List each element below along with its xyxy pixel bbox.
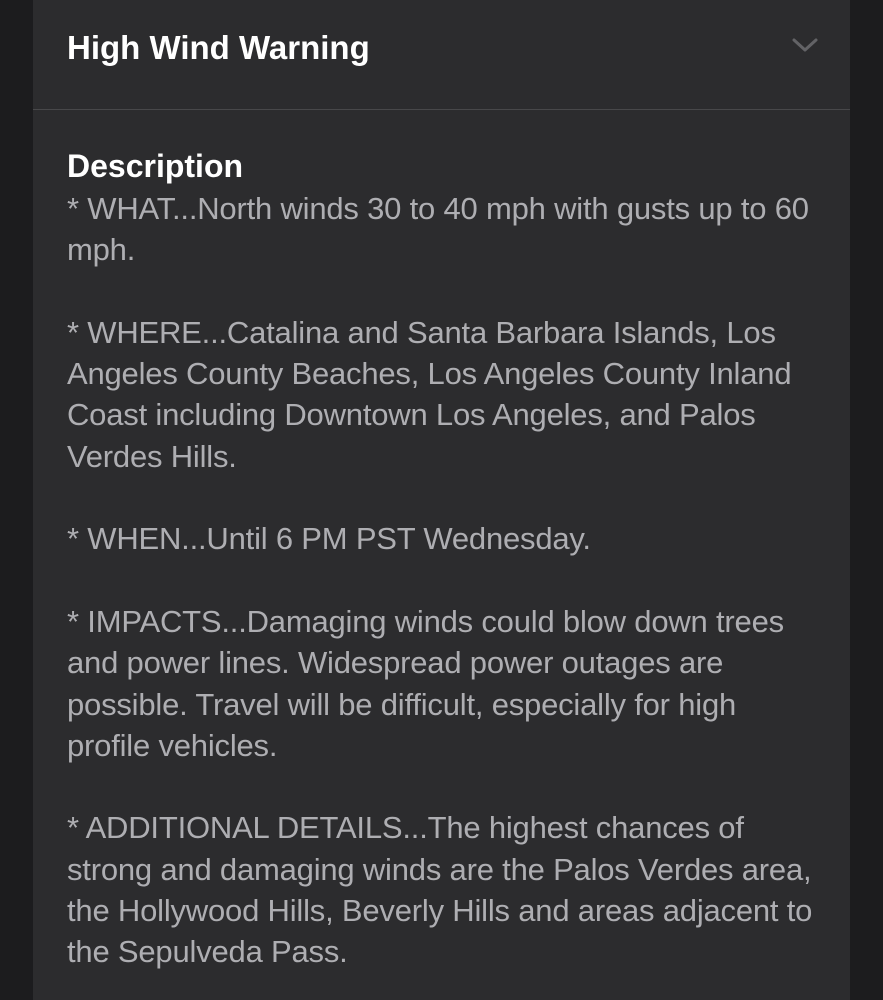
description-impacts: * IMPACTS...Damaging winds could blow down trees and power lines. Widespread power outages are possible. Travel will be difficult, especially for high profile vehicles. [67, 603, 784, 763]
section-title: Description [67, 148, 244, 184]
description-additional-details: * ADDITIONAL DETAILS...The highest chances of strong and damaging winds are the Palos Verdes area, the Hollywood Hills, Beverly Hills and areas adjacent to the Sepulveda Pass. [67, 810, 813, 970]
alert-title: High Wind Warning [67, 29, 370, 66]
alert-header[interactable] [33, 0, 850, 110]
description-where: * WHERE...Catalina and Santa Barbara Islands, Los Angeles County Beaches, Los Angeles County Inland Coast including Downtown Los Angeles, and Palos Verdes Hills. [67, 314, 792, 474]
alert-content [67, 144, 827, 973]
chevron-down-icon[interactable] [790, 30, 820, 60]
description-what: * WHAT...North winds 30 to 40 mph with gusts up to 60 mph. [67, 191, 809, 268]
description-when: * WHEN...Until 6 PM PST Wednesday. [67, 521, 591, 557]
alert-card [33, 0, 850, 1000]
